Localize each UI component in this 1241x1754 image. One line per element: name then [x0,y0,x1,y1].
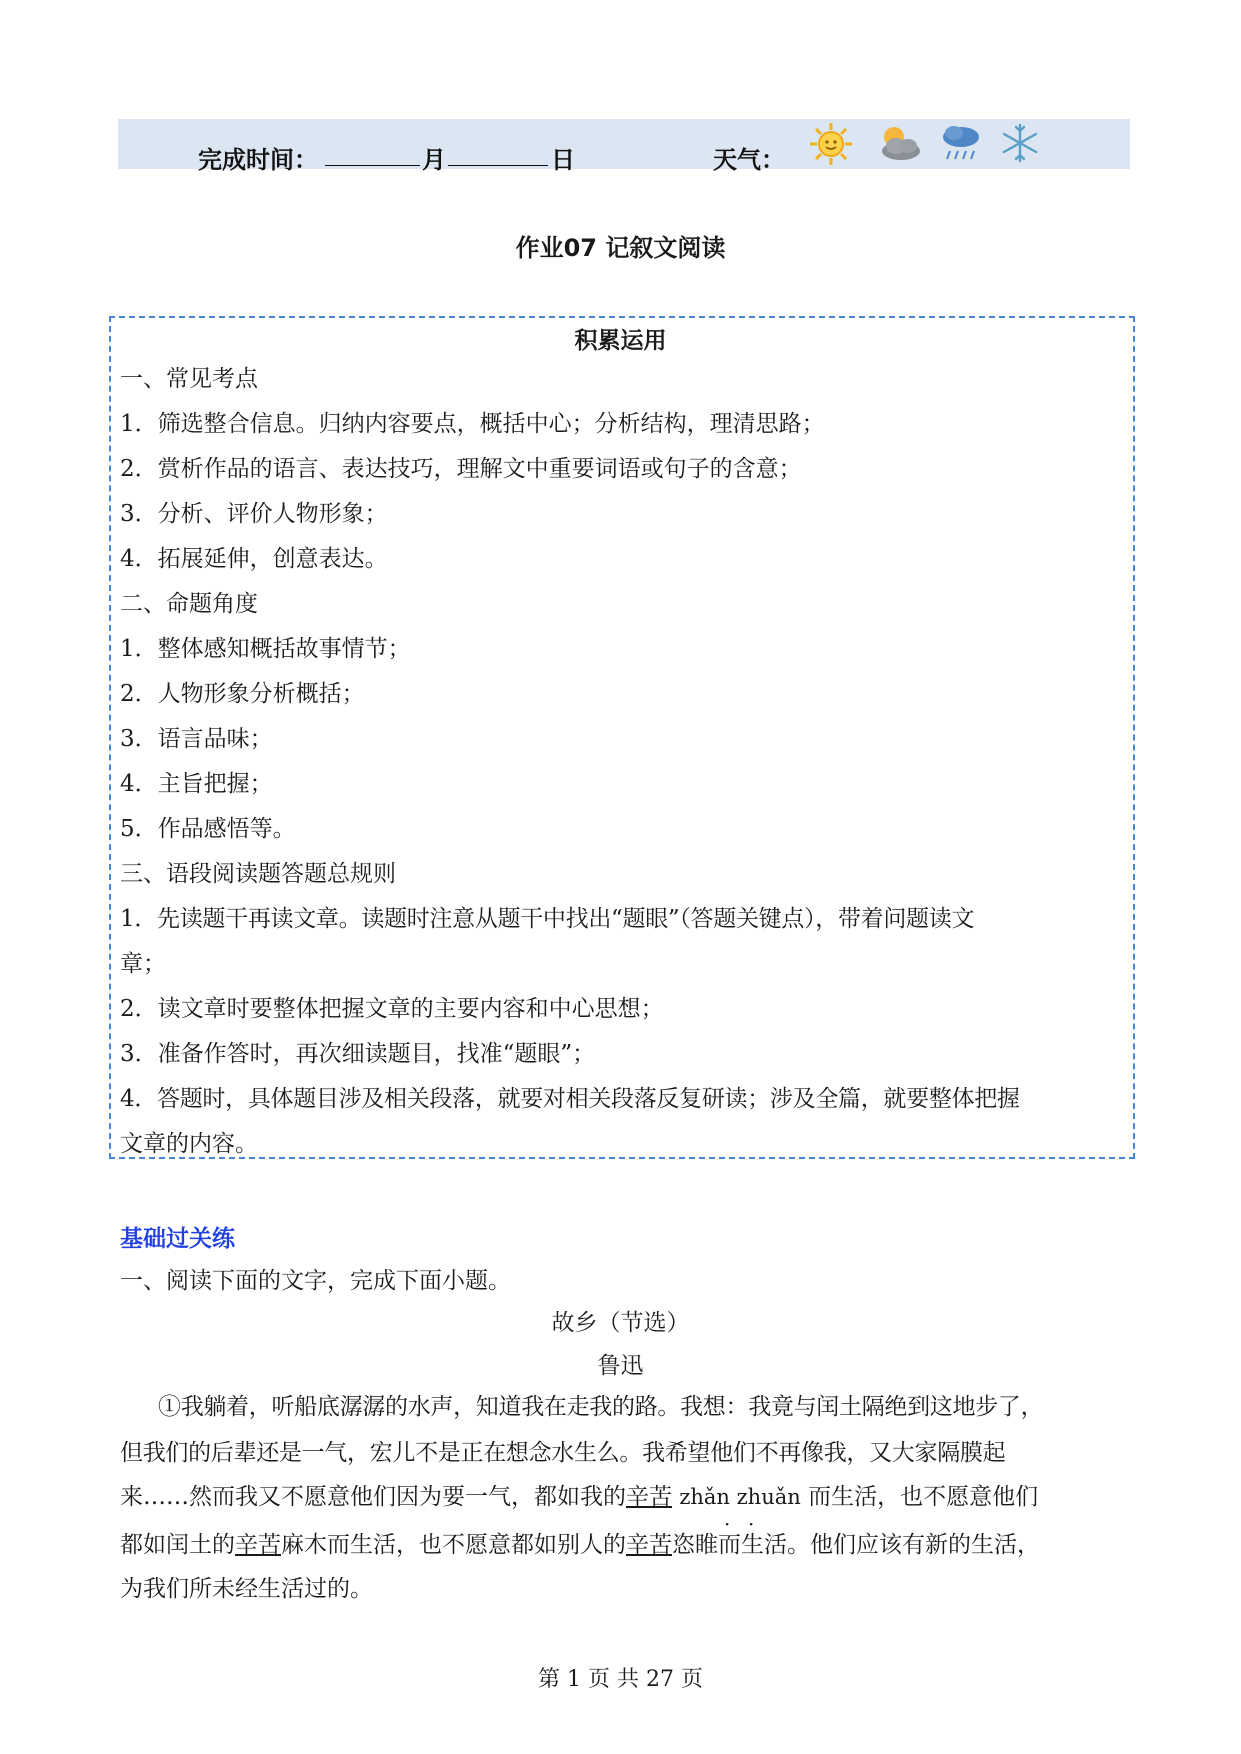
box-line: 3．准备作答时，再次细读题目，找准“题眼”； [120,1041,596,1067]
day-label: 日 [551,146,575,174]
text-run: 都如闰土的 [120,1532,235,1558]
emphasis-dot: · [724,1512,731,1536]
box-line: 1．整体感知概括故事情节； [120,636,411,662]
story-author: 鲁迅 [597,1353,644,1379]
box-line: 3．语言品味； [120,726,273,752]
paragraph-line: 为我们所未经生活过的。 [120,1576,373,1602]
box-line: 3．分析、评价人物形象； [120,501,388,527]
box-line: 1．先读题干再读文章。读题时注意从题干中找出“题眼”（答题关键点），带着问题读文 [120,906,975,932]
box-line: 三、语段阅读题答题总规则 [120,861,396,887]
emphasis-dot: · [748,1512,755,1536]
month-blank [325,165,420,166]
text-run: 而生活。他们应该有新的生活， [718,1532,1040,1558]
box-line: 二、命题角度 [120,591,258,617]
story-title: 故乡（节选） [551,1310,690,1336]
box-line: 文章的内容。 [120,1131,258,1157]
box-line: 章； [120,951,166,977]
day-blank [448,165,548,166]
box-line: 2．读文章时要整体把握文章的主要内容和中心思想； [120,996,664,1022]
page-footer: 第 1 页 共 27 页 [538,1667,703,1692]
paragraph-line: ①我躺着，听船底潺潺的水声，知道我在走我的路。我想：我竟与闰土隔绝到这地步了， [158,1394,1044,1420]
text-run: 来……然而我又不愿意他们因为要一气，都如我的 [120,1484,626,1510]
weather-label: 天气： [713,146,785,174]
paragraph-line [120,1526,1040,1559]
practice-heading: 基础过关练 [120,1226,235,1252]
box-line: 4．拓展延伸，创意表达。 [120,546,388,572]
box-line: 2．赏析作品的语言、表达技巧，理解文中重要词语或句子的含意； [120,456,802,482]
question-prompt: 一、阅读下面的文字，完成下面小题。 [120,1268,511,1294]
paragraph-line [120,1478,1038,1511]
underlined-word: 辛苦 [626,1484,672,1510]
month-label: 月 [422,146,446,174]
box-line: 一、常见考点 [120,366,258,392]
time-label: 完成时间： [198,146,318,174]
box-line: 4．答题时，具体题目涉及相关段落，就要对相关段落反复研读；涉及全篇，就要整体把握 [120,1086,1020,1112]
sun-icon [808,121,854,167]
paragraph-line: 但我们的后辈还是一气，宏儿不是正在想念水生么。我希望他们不再像我，又大家隔膜起 [120,1440,1006,1466]
pinyin: zhǎn zhuǎn [679,1485,801,1509]
rain-icon [938,121,984,167]
underlined-word: 辛苦 [235,1532,281,1558]
page-title: 作业07 记叙文阅读 [515,234,726,262]
emphasized-word: 恣睢 [672,1532,718,1558]
text-run: 麻木而生活，也不愿意都如别人的 [281,1532,626,1558]
box-line: 5．作品感悟等。 [120,816,296,842]
partly-cloudy-icon [874,121,924,167]
box-line: 1．筛选整合信息。归纳内容要点，概括中心；分析结构，理清思路； [120,411,825,437]
box-title: 积累运用 [574,328,667,354]
text-run: 而生活，也不愿意他们 [808,1484,1039,1510]
snowflake-icon [998,121,1042,165]
underlined-word: 辛苦 [626,1532,672,1558]
box-line: 4．主旨把握； [120,771,273,797]
box-line: 2．人物形象分析概括； [120,681,365,707]
